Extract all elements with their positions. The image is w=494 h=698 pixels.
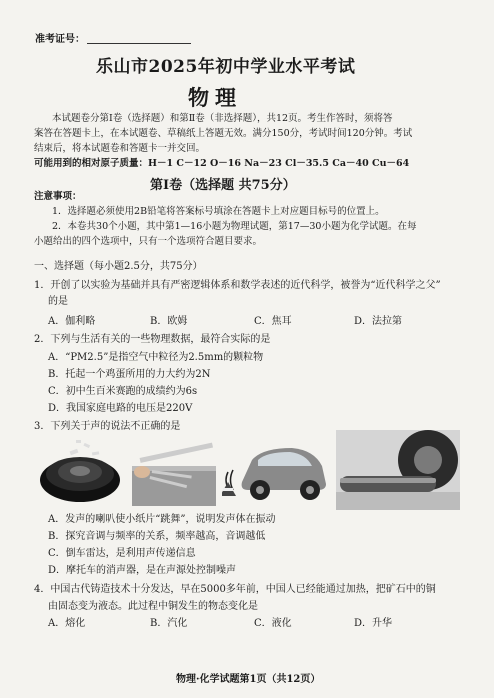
q1-option-b: B．欧姆: [150, 316, 188, 327]
q3-stem: 3．下列关于声的说法不正确的是: [34, 421, 181, 432]
exam-title: 乐山市2025年初中学业水平考试: [96, 57, 356, 77]
q2-option-d: D．我国家庭电路的电压是220V: [48, 403, 193, 414]
q4-stem-line-2: 由固态变为液态。此过程中铜发生的物态变化是: [48, 601, 258, 612]
intro-line-2: 案答在答题卡上，在本试题卷、草稿纸上答题无效。满分150分，考试时间120分钟。考试: [34, 128, 413, 139]
q1-option-c: C．焦耳: [254, 316, 292, 327]
q4-option-c: C．液化: [254, 618, 292, 629]
q4-stem-line-1: 4．中国古代铸造技术十分发达，早在5000多年前，中国人已经能通过加热，把矿石中的铜: [34, 584, 436, 595]
atomic-mass-line: 可能用到的相对原子质量：H－1 C－12 O－16 Na－23 Cl－35.5 Ca－40 Cu－64: [34, 158, 410, 169]
q1-option-a: A．伽利略: [48, 316, 96, 327]
note-1: 1．选择题必须使用2B铅笔将答案标号填涂在答题卡上对应题目标号的位置上。: [52, 206, 385, 217]
speaker-with-paper-image: [36, 436, 124, 508]
q4-option-a: A．熔化: [48, 618, 86, 629]
exam-id-underline: [87, 43, 191, 44]
q3-option-d: D．摩托车的消声器，是在声源处控制噪声: [48, 565, 237, 576]
reversing-car-radar-image: [222, 432, 330, 510]
page-footer: 物理·化学试题第1页（共12页）: [176, 674, 321, 685]
q2-option-c: C．初中生百米赛跑的成绩约为6s: [48, 386, 198, 397]
note-3: 小题给出的四个选项中，只有一个选项符合题目要求。: [34, 236, 263, 247]
q2-option-b: B．托起一个鸡蛋所用的力大约为2N: [48, 369, 211, 380]
q3-option-c: C．倒车雷达，是利用声传递信息: [48, 548, 196, 559]
q4-option-d: D．升华: [354, 618, 393, 629]
ruler-on-table-image: [132, 440, 218, 506]
motorcycle-muffler-image: [336, 430, 460, 510]
q1-stem-line-1: 1．开创了以实验为基础并具有严密逻辑体系和数学表述的近代科学，被誉为“近代科学之父”: [34, 280, 441, 291]
q1-stem-line-2: 的是: [48, 296, 68, 307]
q2-option-a: A．“PM2.5”是指空气中粒径为2.5mm的颗粒物: [48, 352, 264, 363]
q1-option-d: D．法拉第: [354, 316, 403, 327]
q3-option-a: A．发声的喇叭使小纸片“跳舞”，说明发声体在振动: [48, 514, 276, 525]
note-2: 2．本卷共30个小题，其中第1—16小题为物理试题，第17—30小题为化学试题。在每: [52, 221, 417, 232]
q4-option-b: B．汽化: [150, 618, 188, 629]
notes-title: 注意事项：: [34, 191, 82, 202]
part1-heading: 第Ⅰ卷（选择题 共75分）: [150, 178, 296, 193]
q2-stem: 2．下列与生活有关的一些物理数据，最符合实际的是: [34, 334, 271, 345]
section-title: 一、选择题（每小题2.5分，共75分）: [34, 261, 203, 272]
q3-option-b: B．探究音调与频率的关系，频率越高，音调越低: [48, 531, 266, 542]
subject-title: 物理: [188, 85, 242, 110]
intro-line-3: 结束后，将本试题卷和答题卡一并交回。: [34, 143, 206, 154]
exam-id-label: 准考证号：: [35, 34, 85, 45]
intro-line-1: 本试题卷分第Ⅰ卷（选择题）和第Ⅱ卷（非选择题），共12页。考生作答时，须将答: [52, 113, 393, 124]
